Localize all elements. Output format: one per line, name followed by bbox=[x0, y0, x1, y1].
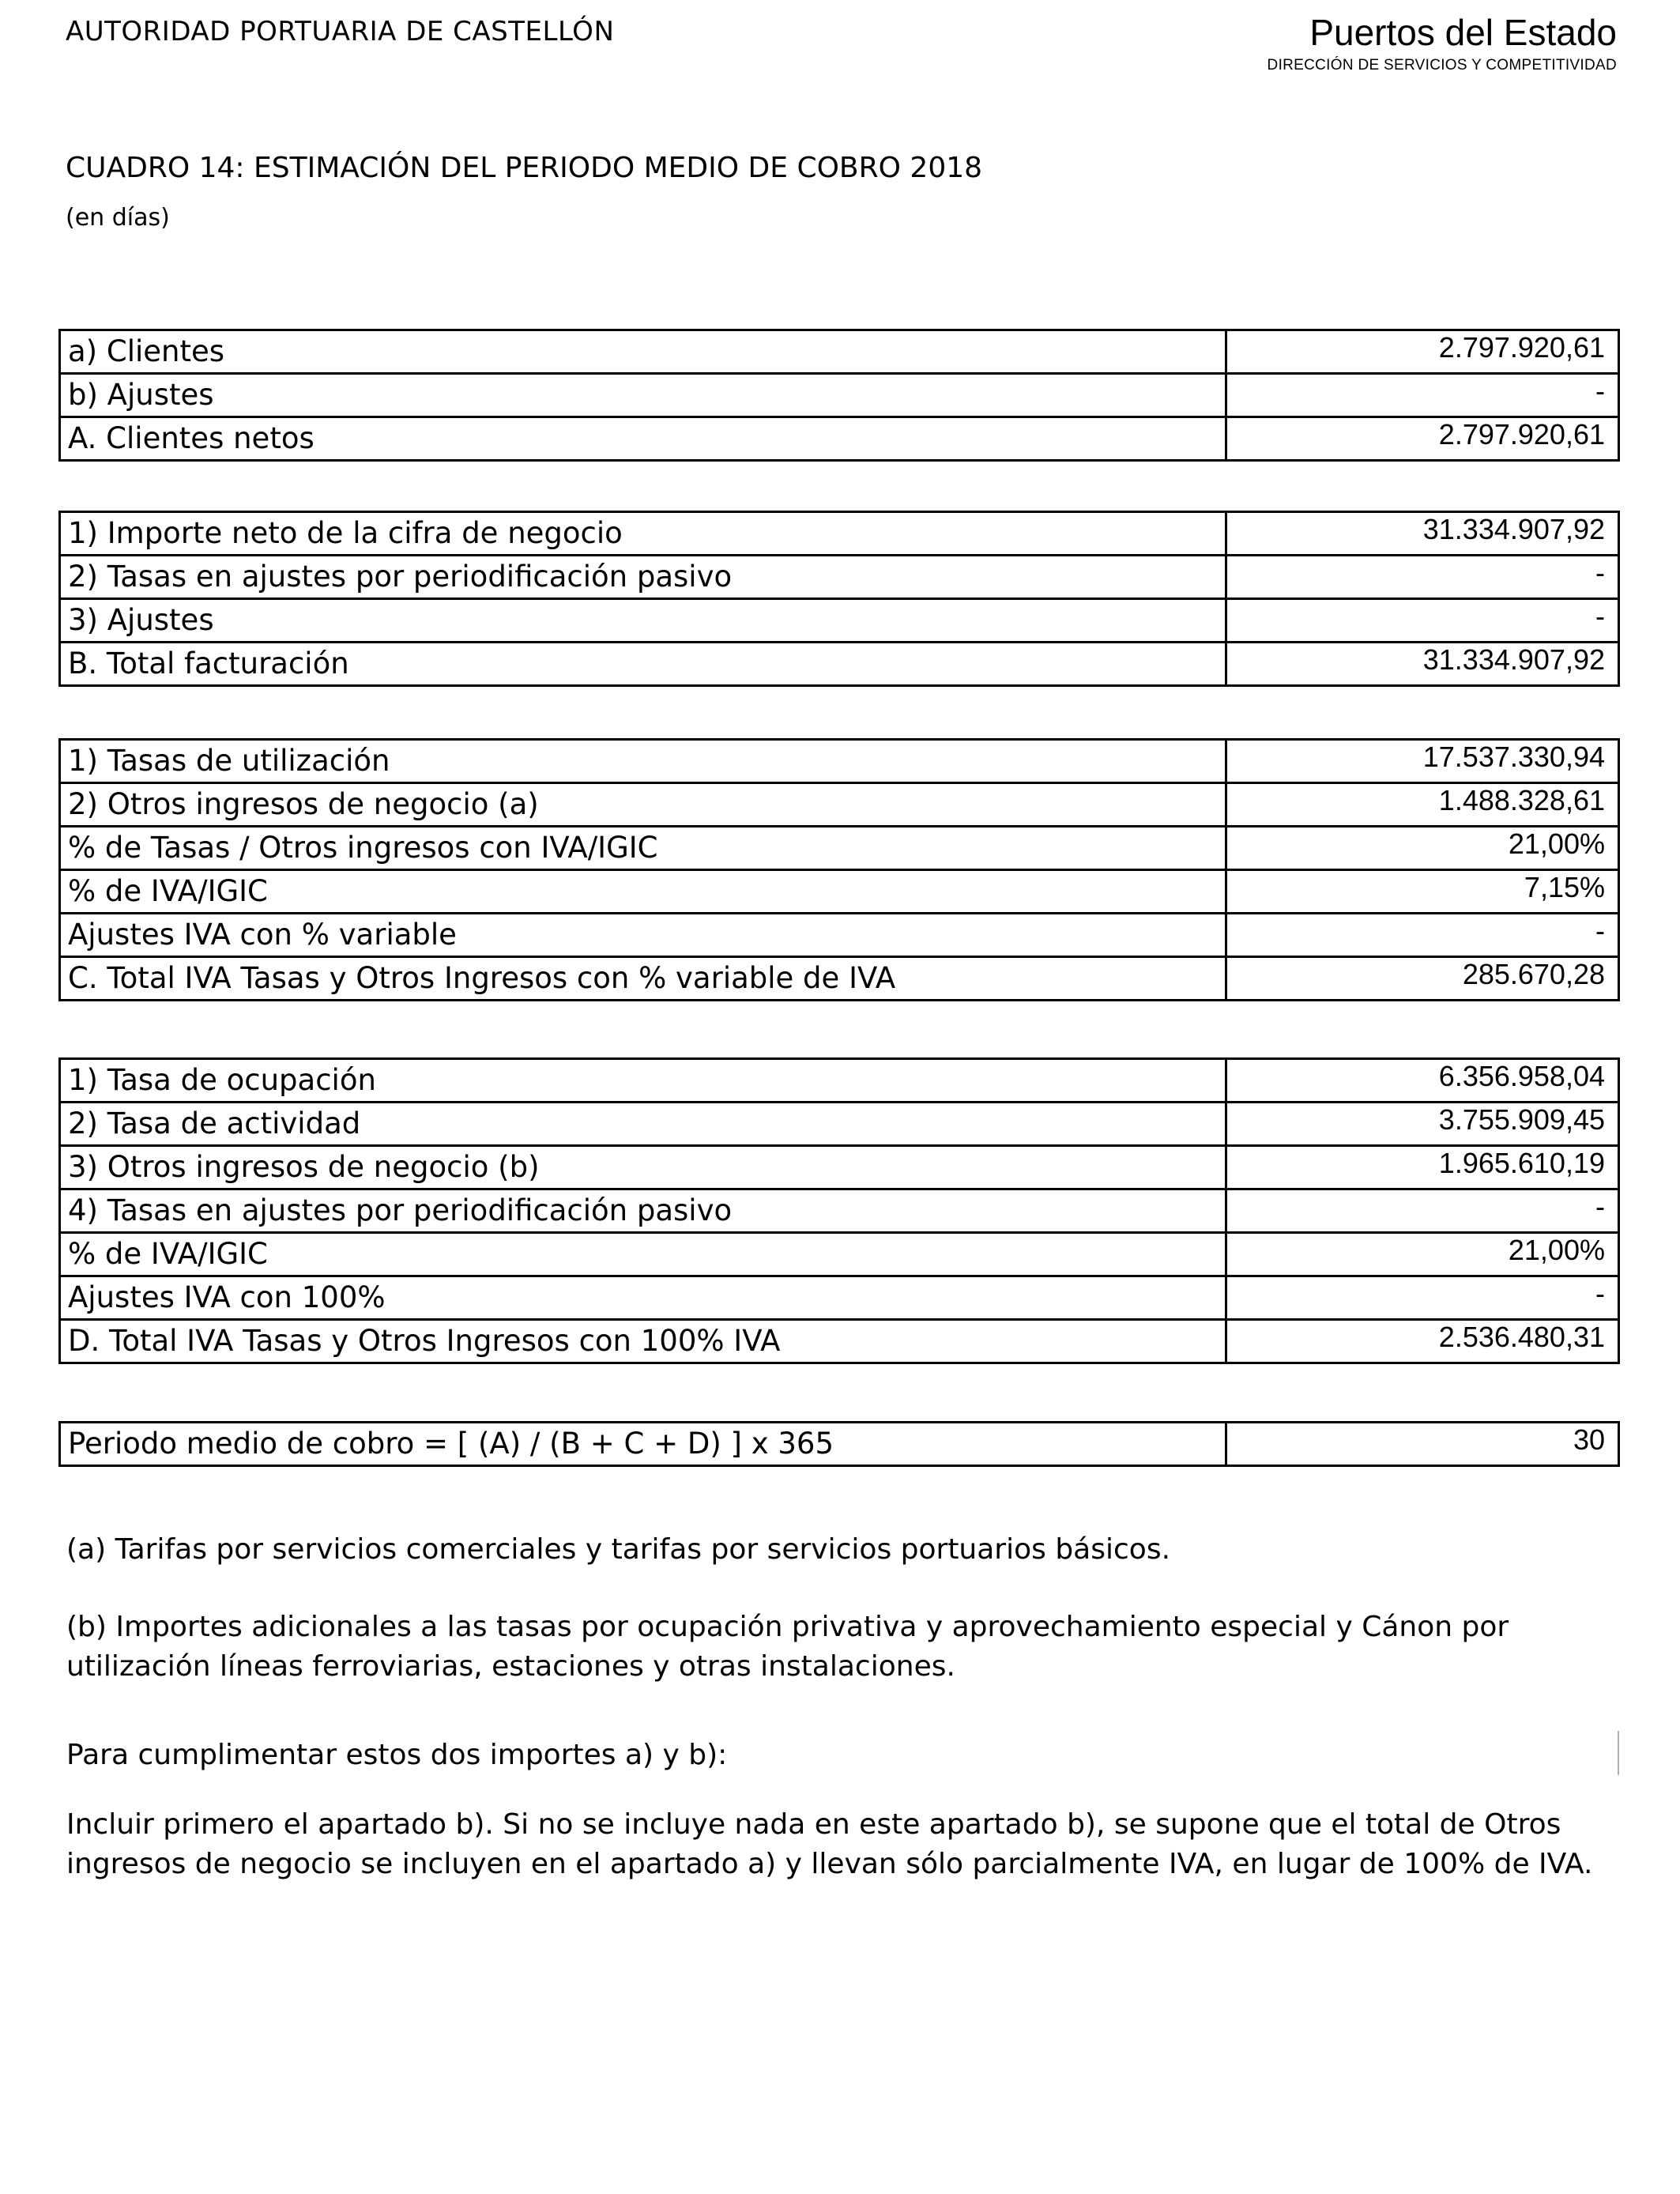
row-value: 1.965.610,19 bbox=[1226, 1146, 1619, 1189]
table-row bbox=[60, 1423, 1619, 1466]
row-value: 6.356.958,04 bbox=[1226, 1059, 1619, 1103]
table-row bbox=[60, 417, 1619, 461]
row-label: B. Total facturación bbox=[60, 643, 1226, 686]
row-value: 31.334.907,92 bbox=[1226, 643, 1619, 686]
table-row bbox=[60, 1233, 1619, 1276]
row-label: A. Clientes netos bbox=[60, 417, 1226, 461]
brand-block bbox=[1268, 11, 1617, 74]
row-value: 31.334.907,92 bbox=[1226, 512, 1619, 556]
table-row bbox=[60, 783, 1619, 827]
divider bbox=[1618, 1731, 1619, 1775]
row-label: D. Total IVA Tasas y Otros Ingresos con 100% IVA bbox=[60, 1320, 1226, 1363]
instructions-title: Para cumplimentar estos dos importes a) y b): bbox=[66, 1739, 728, 1771]
row-value: 30 bbox=[1226, 1423, 1619, 1466]
table-row bbox=[60, 556, 1619, 599]
table-row bbox=[60, 1320, 1619, 1363]
row-label: 2) Otros ingresos de negocio (a) bbox=[60, 783, 1226, 827]
row-label: % de Tasas / Otros ingresos con IVA/IGIC bbox=[60, 827, 1226, 870]
department-name: DIRECCIÓN DE SERVICIOS Y COMPETITIVIDAD bbox=[1267, 57, 1617, 74]
iva-variable-table bbox=[58, 738, 1620, 1001]
row-value: 7,15% bbox=[1226, 870, 1619, 914]
row-label: Periodo medio de cobro = [ (A) / (B + C + D) ] x 365 bbox=[60, 1423, 1226, 1466]
row-value: 2.797.920,61 bbox=[1226, 417, 1619, 461]
row-label: 4) Tasas en ajustes por periodificación pasivo bbox=[60, 1189, 1226, 1233]
row-value: - bbox=[1226, 556, 1619, 599]
row-value: - bbox=[1226, 1189, 1619, 1233]
row-value: 1.488.328,61 bbox=[1226, 783, 1619, 827]
table-row bbox=[60, 1276, 1619, 1320]
table-row bbox=[60, 957, 1619, 1001]
instructions-body: Incluir primero el apartado b). Si no se incluye nada en este apartado b), se supone que el total de Otros ingresos de negocio se incluyen en el apartado a) y llevan sólo parcialmente IVA, en lugar de 100% de IVA. bbox=[66, 1808, 1593, 1880]
footnote-b: (b) Importes adicionales a las tasas por ocupación privativa y aprovechamiento especial y Cánon por utilización líneas ferroviarias, estaciones y otras instalaciones. bbox=[66, 1611, 1509, 1683]
table-row bbox=[60, 870, 1619, 914]
table-row bbox=[60, 1059, 1619, 1103]
row-label: C. Total IVA Tasas y Otros Ingresos con % variable de IVA bbox=[60, 957, 1226, 1001]
row-value: 3.755.909,45 bbox=[1226, 1103, 1619, 1146]
row-label: 3) Otros ingresos de negocio (b) bbox=[60, 1146, 1226, 1189]
table-row bbox=[60, 740, 1619, 783]
row-value: - bbox=[1226, 599, 1619, 643]
row-label: 2) Tasa de actividad bbox=[60, 1103, 1226, 1146]
table-row bbox=[60, 599, 1619, 643]
page-title: CUADRO 14: ESTIMACIÓN DEL PERIODO MEDIO DE COBRO 2018 bbox=[66, 152, 983, 184]
clientes-table bbox=[58, 329, 1620, 462]
table-row bbox=[60, 643, 1619, 686]
table-row bbox=[60, 374, 1619, 417]
table-row bbox=[60, 914, 1619, 957]
table-row bbox=[60, 330, 1619, 374]
row-label: Ajustes IVA con % variable bbox=[60, 914, 1226, 957]
row-label: 2) Tasas en ajustes por periodificación pasivo bbox=[60, 556, 1226, 599]
row-label: Ajustes IVA con 100% bbox=[60, 1276, 1226, 1320]
row-value: 21,00% bbox=[1226, 827, 1619, 870]
row-value: 17.537.330,94 bbox=[1226, 740, 1619, 783]
row-label: 3) Ajustes bbox=[60, 599, 1226, 643]
table-row bbox=[60, 1146, 1619, 1189]
table-row bbox=[60, 1103, 1619, 1146]
row-value: 21,00% bbox=[1226, 1233, 1619, 1276]
row-label: % de IVA/IGIC bbox=[60, 1233, 1226, 1276]
row-label: 1) Tasa de ocupación bbox=[60, 1059, 1226, 1103]
row-label: 1) Importe neto de la cifra de negocio bbox=[60, 512, 1226, 556]
row-value: 2.536.480,31 bbox=[1226, 1320, 1619, 1363]
row-label: a) Clientes bbox=[60, 330, 1226, 374]
iva-100-table bbox=[58, 1057, 1620, 1364]
row-value: 285.670,28 bbox=[1226, 957, 1619, 1001]
periodo-medio-table bbox=[58, 1421, 1620, 1467]
brand-logo-text: Puertos del Estado bbox=[1309, 12, 1617, 53]
row-value: - bbox=[1226, 1276, 1619, 1320]
table-row bbox=[60, 512, 1619, 556]
row-label: % de IVA/IGIC bbox=[60, 870, 1226, 914]
footnote-a: (a) Tarifas por servicios comerciales y tarifas por servicios portuarios básicos. bbox=[66, 1533, 1171, 1566]
row-value: - bbox=[1226, 374, 1619, 417]
table-row bbox=[60, 1189, 1619, 1233]
row-value: 2.797.920,61 bbox=[1226, 330, 1619, 374]
facturacion-table bbox=[58, 511, 1620, 687]
organization-name: AUTORIDAD PORTUARIA DE CASTELLÓN bbox=[66, 16, 615, 47]
row-label: b) Ajustes bbox=[60, 374, 1226, 417]
unit-label: (en días) bbox=[66, 204, 170, 232]
row-label: 1) Tasas de utilización bbox=[60, 740, 1226, 783]
table-row bbox=[60, 827, 1619, 870]
row-value: - bbox=[1226, 914, 1619, 957]
